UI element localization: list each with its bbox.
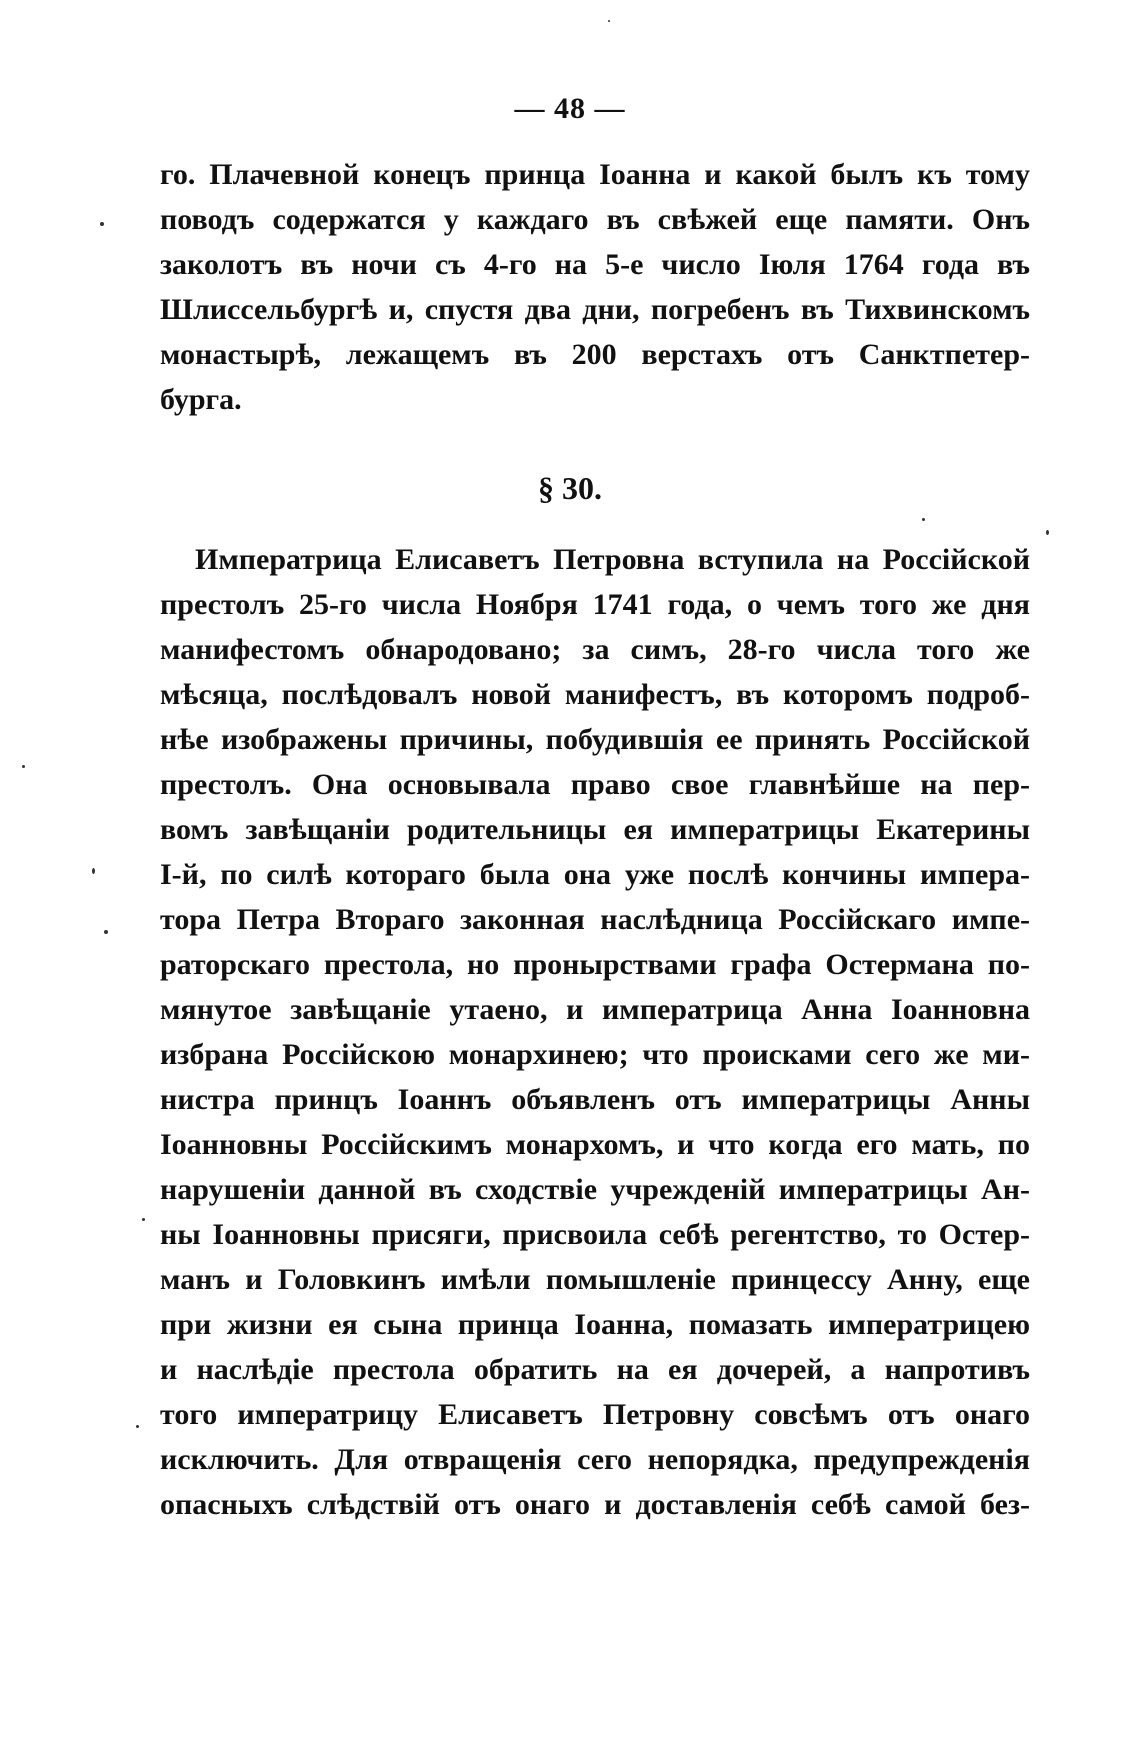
text-line: ны Іоанновны присяги, присвоила себѣ регентство, то Остер- xyxy=(160,1218,1030,1251)
scan-speck xyxy=(104,930,108,934)
text-line: Шлиссельбургѣ и, спустя два дни, погребенъ въ Тихвинскомъ xyxy=(160,293,1030,326)
text-line: Іоанновны Россійскимъ монархомъ, и что когда его мать, по xyxy=(160,1128,1030,1161)
text-line: при жизни ея сына принца Іоанна, помазать императрицею xyxy=(160,1308,1030,1341)
text-line: раторскаго престола, но пронырствами графа Остермана по- xyxy=(160,948,1030,981)
text-line: мянутое завѣщаніе утаено, и императрица Анна Іоанновна xyxy=(160,993,1030,1026)
scan-speck xyxy=(1046,530,1049,535)
text-line: бурга. xyxy=(160,383,242,416)
section-heading: § 30. xyxy=(538,470,602,506)
scan-speck xyxy=(22,765,25,768)
text-line: мѣсяца, послѣдовалъ новой манифестъ, въ которомъ подроб- xyxy=(160,678,1030,711)
text-line: тора Петра Втораго законная наслѣдница Россійскаго импе- xyxy=(160,903,1030,936)
text-line: нѣе изображены причины, побудившія ее принять Россійской xyxy=(160,723,1030,756)
text-line: го. Плачевной конецъ принца Іоанна и какой былъ къ тому xyxy=(160,158,1030,191)
text-line: престолъ. Она основывала право свое главнѣйше на пер- xyxy=(160,768,1030,801)
text-line: Императрица Елисаветъ Петровна вступила на Россійской xyxy=(195,543,1030,576)
text-line: заколотъ въ ночи съ 4-го на 5-е число Іюля 1764 года въ xyxy=(160,248,1030,281)
text-line: І-й, по силѣ котораго была она уже послѣ кончины импера- xyxy=(160,858,1030,891)
text-line: поводъ содержатся у каждаго въ свѣжей еще памяти. Онъ xyxy=(160,203,1030,236)
scan-speck xyxy=(92,868,95,874)
text-line: манифестомъ обнародовано; за симъ, 28-го числа того же xyxy=(160,633,1030,666)
page-number: — 48 — xyxy=(514,92,626,125)
scan-speck xyxy=(608,20,610,22)
paragraph-continuation xyxy=(160,152,1030,422)
text-line: вомъ завѣщаніи родительницы ея императрицы Екатерины xyxy=(160,813,1030,846)
scan-speck xyxy=(136,1425,139,1428)
scan-speck xyxy=(922,518,925,521)
text-line: монастырѣ, лежащемъ въ 200 верстахъ отъ Санктпетер- xyxy=(160,338,1030,371)
text-line: и наслѣдіе престола обратить на ея дочерей, а напротивъ xyxy=(160,1353,1030,1386)
text-line: престолъ 25-го числа Ноября 1741 года, о чемъ того же дня xyxy=(160,588,1030,621)
text-line: нистра принцъ Іоаннъ объявленъ отъ императрицы Анны xyxy=(160,1083,1030,1116)
text-line: избрана Россійскою монархинею; что происками сего же ми- xyxy=(160,1038,1030,1071)
scan-speck xyxy=(100,222,104,226)
text-line: опасныхъ слѣдствій отъ онаго и доставленія себѣ самой без- xyxy=(160,1488,1030,1521)
text-line: исключить. Для отвращенія сего непорядка, предупрежденія xyxy=(160,1443,1030,1476)
scan-speck xyxy=(142,1218,145,1221)
text-line: нарушеніи данной въ сходствіе учрежденій императрицы Ан- xyxy=(160,1173,1030,1206)
text-line: того императрицу Елисаветъ Петровну совсѣмъ отъ онаго xyxy=(160,1398,1030,1431)
paragraph-section-30 xyxy=(160,537,1030,1527)
text-line: манъ и Головкинъ имѣли помышленіе принцессу Анну, еще xyxy=(160,1263,1030,1296)
